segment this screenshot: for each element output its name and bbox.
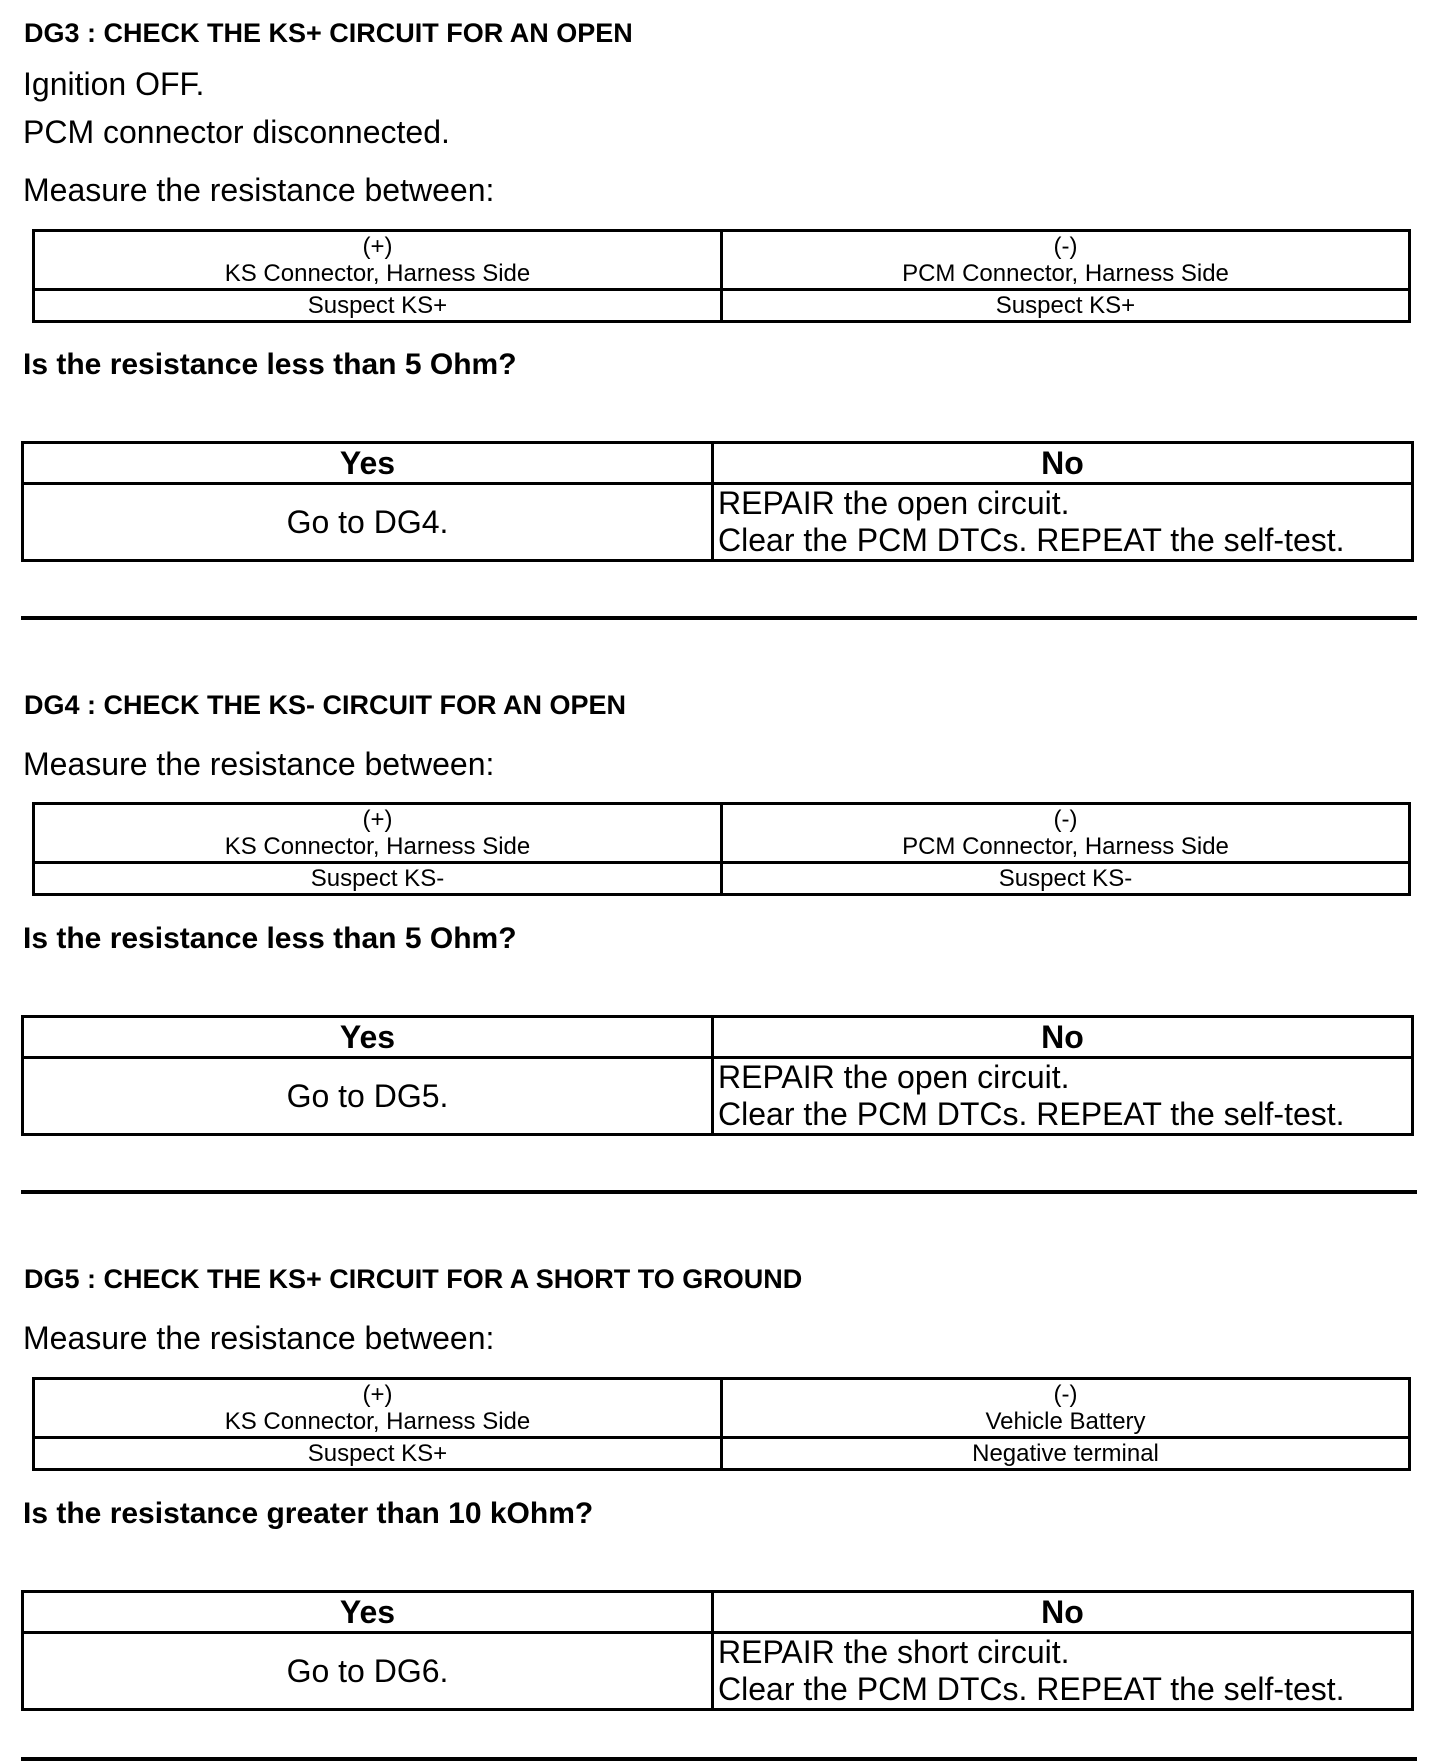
dg5-no-action xyxy=(713,1633,1413,1710)
dg4-title: DG4 : CHECK THE KS- CIRCUIT FOR AN OPEN xyxy=(24,690,627,720)
section-divider xyxy=(21,1757,1417,1761)
dg3-negative-probe xyxy=(722,231,1410,290)
dg3-positive-value: Suspect KS+ xyxy=(34,290,722,322)
dg4-negative-sign: (-) xyxy=(1053,806,1078,833)
dg4-instruction: Measure the resistance between: xyxy=(23,746,495,782)
dg3-positive-label: KS Connector, Harness Side xyxy=(224,260,531,287)
dg3-precondition-1: Ignition OFF. xyxy=(23,66,205,102)
dg3-measure-table xyxy=(32,229,1411,323)
dg3-yes-header: Yes xyxy=(23,443,713,484)
dg5-positive-sign: (+) xyxy=(362,1381,393,1408)
dg5-no-header: No xyxy=(713,1592,1413,1633)
dg4-yes-header: Yes xyxy=(23,1017,713,1058)
dg4-negative-value: Suspect KS- xyxy=(722,863,1410,895)
dg3-positive-sign: (+) xyxy=(362,233,393,260)
dg4-question: Is the resistance less than 5 Ohm? xyxy=(23,922,517,955)
dg4-no-action-line-2: Clear the PCM DTCs. REPEAT the self-test. xyxy=(718,1096,1345,1132)
dg4-positive-label: KS Connector, Harness Side xyxy=(224,833,531,860)
dg3-no-header: No xyxy=(713,443,1413,484)
dg5-positive-probe xyxy=(34,1379,722,1438)
section-divider xyxy=(21,1190,1417,1194)
dg3-positive-probe xyxy=(34,231,722,290)
dg3-precondition-2: PCM connector disconnected. xyxy=(23,114,450,150)
dg3-instruction: Measure the resistance between: xyxy=(23,172,495,208)
dg5-instruction: Measure the resistance between: xyxy=(23,1320,495,1356)
dg4-yes-action: Go to DG5. xyxy=(23,1058,713,1135)
dg3-no-action-line-2: Clear the PCM DTCs. REPEAT the self-test. xyxy=(718,522,1345,558)
dg4-no-action-line-1: REPAIR the open circuit. xyxy=(718,1059,1070,1095)
dg3-negative-sign: (-) xyxy=(1053,233,1078,260)
dg4-measure-table xyxy=(32,802,1411,896)
dg5-positive-label: KS Connector, Harness Side xyxy=(224,1408,531,1435)
dg4-no-header: No xyxy=(713,1017,1413,1058)
dg5-negative-value: Negative terminal xyxy=(722,1438,1410,1470)
dg3-result-table xyxy=(21,441,1414,562)
dg5-result-table xyxy=(21,1590,1414,1711)
dg5-no-action-line-2: Clear the PCM DTCs. REPEAT the self-test. xyxy=(718,1671,1345,1707)
dg5-negative-probe xyxy=(722,1379,1410,1438)
dg3-negative-label: PCM Connector, Harness Side xyxy=(902,260,1229,287)
dg5-negative-label: Vehicle Battery xyxy=(985,1408,1146,1435)
dg3-no-action xyxy=(713,484,1413,561)
dg5-title: DG5 : CHECK THE KS+ CIRCUIT FOR A SHORT TO GROUND xyxy=(24,1264,803,1294)
dg4-positive-probe xyxy=(34,804,722,863)
dg5-no-action-line-1: REPAIR the short circuit. xyxy=(718,1634,1070,1670)
dg4-result-table xyxy=(21,1015,1414,1136)
dg3-no-action-line-1: REPAIR the open circuit. xyxy=(718,485,1070,521)
dg5-measure-table xyxy=(32,1377,1411,1471)
dg5-yes-action: Go to DG6. xyxy=(23,1633,713,1710)
dg3-title: DG3 : CHECK THE KS+ CIRCUIT FOR AN OPEN xyxy=(24,18,633,48)
dg5-negative-sign: (-) xyxy=(1053,1381,1078,1408)
dg4-positive-value: Suspect KS- xyxy=(34,863,722,895)
dg3-question: Is the resistance less than 5 Ohm? xyxy=(23,348,517,381)
dg4-negative-probe xyxy=(722,804,1410,863)
dg4-no-action xyxy=(713,1058,1413,1135)
dg4-negative-label: PCM Connector, Harness Side xyxy=(902,833,1229,860)
dg3-yes-action: Go to DG4. xyxy=(23,484,713,561)
dg5-question: Is the resistance greater than 10 kOhm? xyxy=(23,1497,594,1530)
section-divider xyxy=(21,616,1417,620)
dg3-negative-value: Suspect KS+ xyxy=(722,290,1410,322)
dg4-positive-sign: (+) xyxy=(362,806,393,833)
dg5-positive-value: Suspect KS+ xyxy=(34,1438,722,1470)
dg5-yes-header: Yes xyxy=(23,1592,713,1633)
